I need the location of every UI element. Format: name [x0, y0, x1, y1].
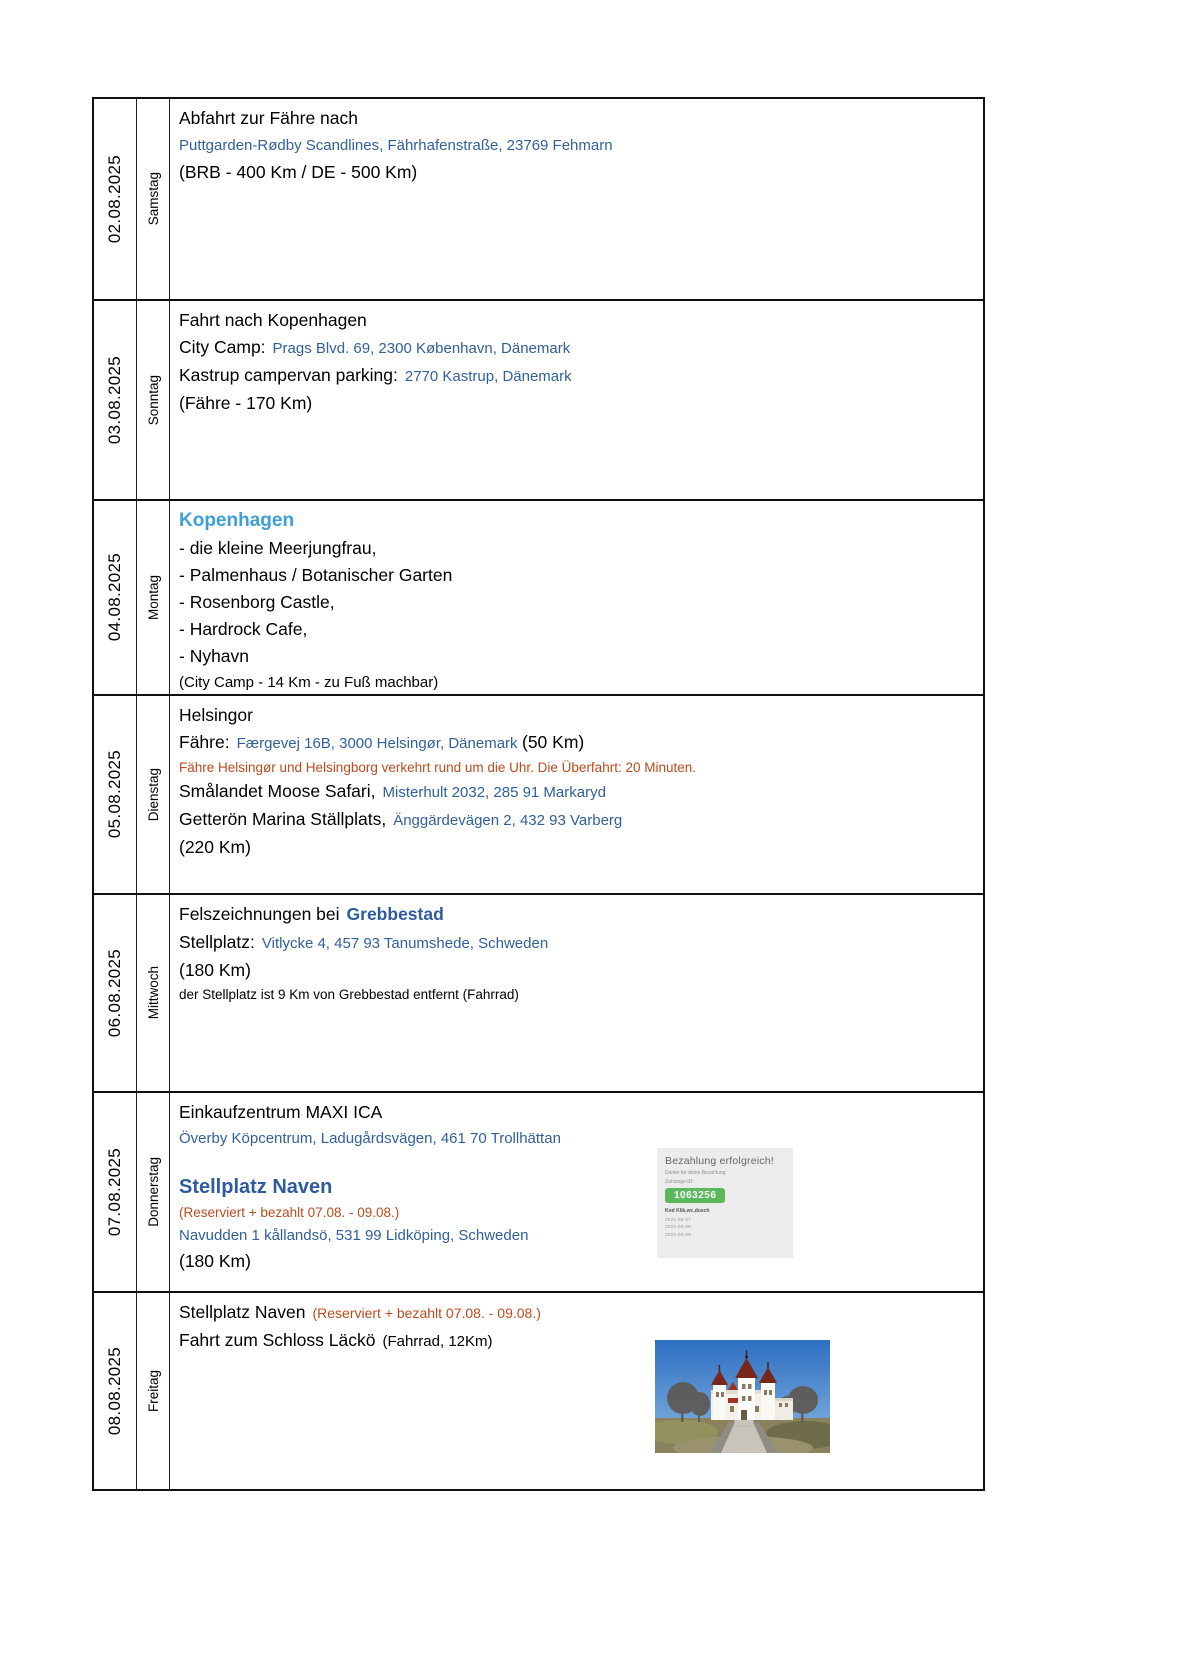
ferry-schedule-note: Fähre Helsingør und Helsingborg verkehrt rund um die Uhr. Die Überfahrt: 20 Minuten.	[179, 760, 696, 775]
date-label: 03.08.2025	[105, 355, 124, 445]
stop-address: Misterhult 2032, 285 91 Markaryd	[382, 784, 606, 801]
date-cell	[94, 895, 137, 1091]
date-cell	[94, 1293, 137, 1489]
sight-item: - Hardrock Cafe,	[179, 619, 308, 639]
date-cell	[94, 696, 137, 893]
distance-note: (180 Km)	[179, 1251, 251, 1271]
payment-id-badge: 1063256	[665, 1188, 725, 1203]
row-content	[170, 1093, 983, 1291]
day-cell	[137, 1093, 170, 1291]
row-content	[170, 1293, 983, 1489]
place-highlight: Grebbestad	[346, 904, 444, 924]
sight-item: - die kleine Meerjungfrau,	[179, 538, 377, 558]
date-label: 07.08.2025	[105, 1147, 124, 1237]
camp-label: City Camp:	[179, 337, 266, 357]
day-cell	[137, 696, 170, 893]
row-content	[170, 501, 983, 694]
row-content	[170, 99, 983, 299]
itinerary-row-tuesday	[94, 696, 983, 895]
receipt-entry: 2025-08-07	[665, 1216, 692, 1222]
date-cell	[94, 1093, 137, 1291]
receipt-subtitle: Danke für deine Bezahlung.	[665, 1170, 727, 1176]
shopping-address: Överby Köpcentrum, Ladugårdsvägen, 461 70 Trollhättan	[179, 1130, 561, 1147]
sight-item: - Palmenhaus / Botanischer Garten	[179, 565, 453, 585]
ferry-distance: (50 Km)	[522, 732, 585, 752]
itinerary-row-sunday	[94, 301, 983, 501]
stop-label: Getterön Marina Ställplats,	[179, 809, 387, 829]
date-label: 02.08.2025	[105, 154, 124, 244]
stellplatz-label: Stellplatz:	[179, 932, 255, 952]
city-heading: Kopenhagen	[179, 510, 295, 531]
day-cell	[137, 301, 170, 499]
day-label: Mittwoch	[145, 966, 161, 1020]
day-label: Freitag	[145, 1369, 161, 1413]
receipt-title: Bezahlung erfolgreich!	[665, 1155, 774, 1167]
itinerary-row-saturday	[94, 99, 983, 301]
date-cell	[94, 99, 137, 299]
ferry-address: Færgevej 16B, 3000 Helsingør, Dänemark	[236, 735, 518, 752]
row-content	[170, 696, 983, 893]
day-label: Montag	[145, 574, 161, 621]
distance-note: (180 Km)	[179, 960, 251, 980]
walking-note: (City Camp - 14 Km - zu Fuß machbar)	[179, 674, 439, 691]
castle-illustration	[655, 1340, 830, 1453]
entry-title: Stellplatz Naven	[179, 1302, 306, 1322]
date-label: 06.08.2025	[105, 948, 124, 1038]
stellplatz-heading: Stellplatz Naven	[179, 1176, 333, 1198]
entry-title: Einkaufzentrum MAXI ICA	[179, 1102, 383, 1122]
day-cell	[137, 895, 170, 1091]
distance-note: (220 Km)	[179, 837, 251, 857]
reservation-note: (Reserviert + bezahlt 07.08. - 09.08.)	[179, 1205, 400, 1220]
day-label: Dienstag	[145, 767, 161, 822]
camp-address: Prags Blvd. 69, 2300 København, Dänemark	[272, 340, 571, 357]
camp-label: Kastrup campervan parking:	[179, 365, 398, 385]
trip-title: Fahrt zum Schloss Läckö	[179, 1330, 376, 1350]
ferry-label: Fähre:	[179, 732, 230, 752]
entry-title: Helsingor	[179, 705, 253, 725]
date-label: 08.08.2025	[105, 1346, 124, 1436]
sight-item: - Rosenborg Castle,	[179, 592, 335, 612]
lacko-castle-photo	[655, 1340, 830, 1453]
itinerary-row-wednesday	[94, 895, 983, 1093]
travel-itinerary-table	[92, 97, 985, 1491]
bike-note: (Fahrrad, 12Km)	[382, 1333, 493, 1350]
itinerary-row-friday	[94, 1293, 983, 1489]
date-label: 05.08.2025	[105, 750, 124, 839]
date-cell	[94, 501, 137, 694]
distance-note: (Fähre - 170 Km)	[179, 393, 313, 413]
itinerary-row-thursday	[94, 1093, 983, 1293]
reservation-note: (Reserviert + bezahlt 07.08. - 09.08.)	[312, 1305, 541, 1321]
row-content	[170, 895, 983, 1091]
receipt-code-label: Kod Klik,wc,dusch	[665, 1208, 710, 1214]
ferry-port-address: Puttgarden-Rødby Scandlines, Fährhafenstraße, 23769 Fehmarn	[179, 137, 613, 154]
stop-address: Änggärdevägen 2, 432 93 Varberg	[393, 812, 623, 829]
stop-label: Smålandet Moose Safari,	[179, 781, 376, 801]
receipt-entry: 2025-08-08	[665, 1224, 692, 1229]
entry-title: Fahrt nach Kopenhagen	[179, 310, 367, 330]
row-content	[170, 301, 983, 499]
day-label: Samstag	[145, 172, 161, 226]
day-cell	[137, 501, 170, 694]
day-cell	[137, 99, 170, 299]
date-label: 04.08.2025	[105, 553, 124, 642]
entry-title: Felszeichnungen bei	[179, 904, 340, 924]
day-label: Sonntag	[145, 374, 161, 426]
day-label: Donnerstag	[145, 1157, 161, 1227]
bike-note: der Stellplatz ist 9 Km von Grebbestad entfernt (Fahrrad)	[179, 987, 519, 1002]
distance-note: (BRB - 400 Km / DE - 500 Km)	[179, 162, 418, 182]
payment-receipt-screenshot	[657, 1148, 793, 1258]
stellplatz-address: Vitlycke 4, 457 93 Tanumshede, Schweden	[261, 935, 549, 952]
itinerary-row-monday	[94, 501, 983, 696]
date-cell	[94, 301, 137, 499]
receipt-entry: 2025-08-09	[665, 1231, 692, 1237]
entry-title: Abfahrt zur Fähre nach	[179, 108, 358, 128]
camp-address: 2770 Kastrup, Dänemark	[404, 368, 572, 385]
receipt-id-label: Zahlungs-ID:	[665, 1179, 694, 1185]
stellplatz-address: Navudden 1 kållandsö, 531 99 Lidköping, Schweden	[179, 1227, 529, 1244]
day-cell	[137, 1293, 170, 1489]
sight-item: - Nyhavn	[179, 646, 250, 666]
